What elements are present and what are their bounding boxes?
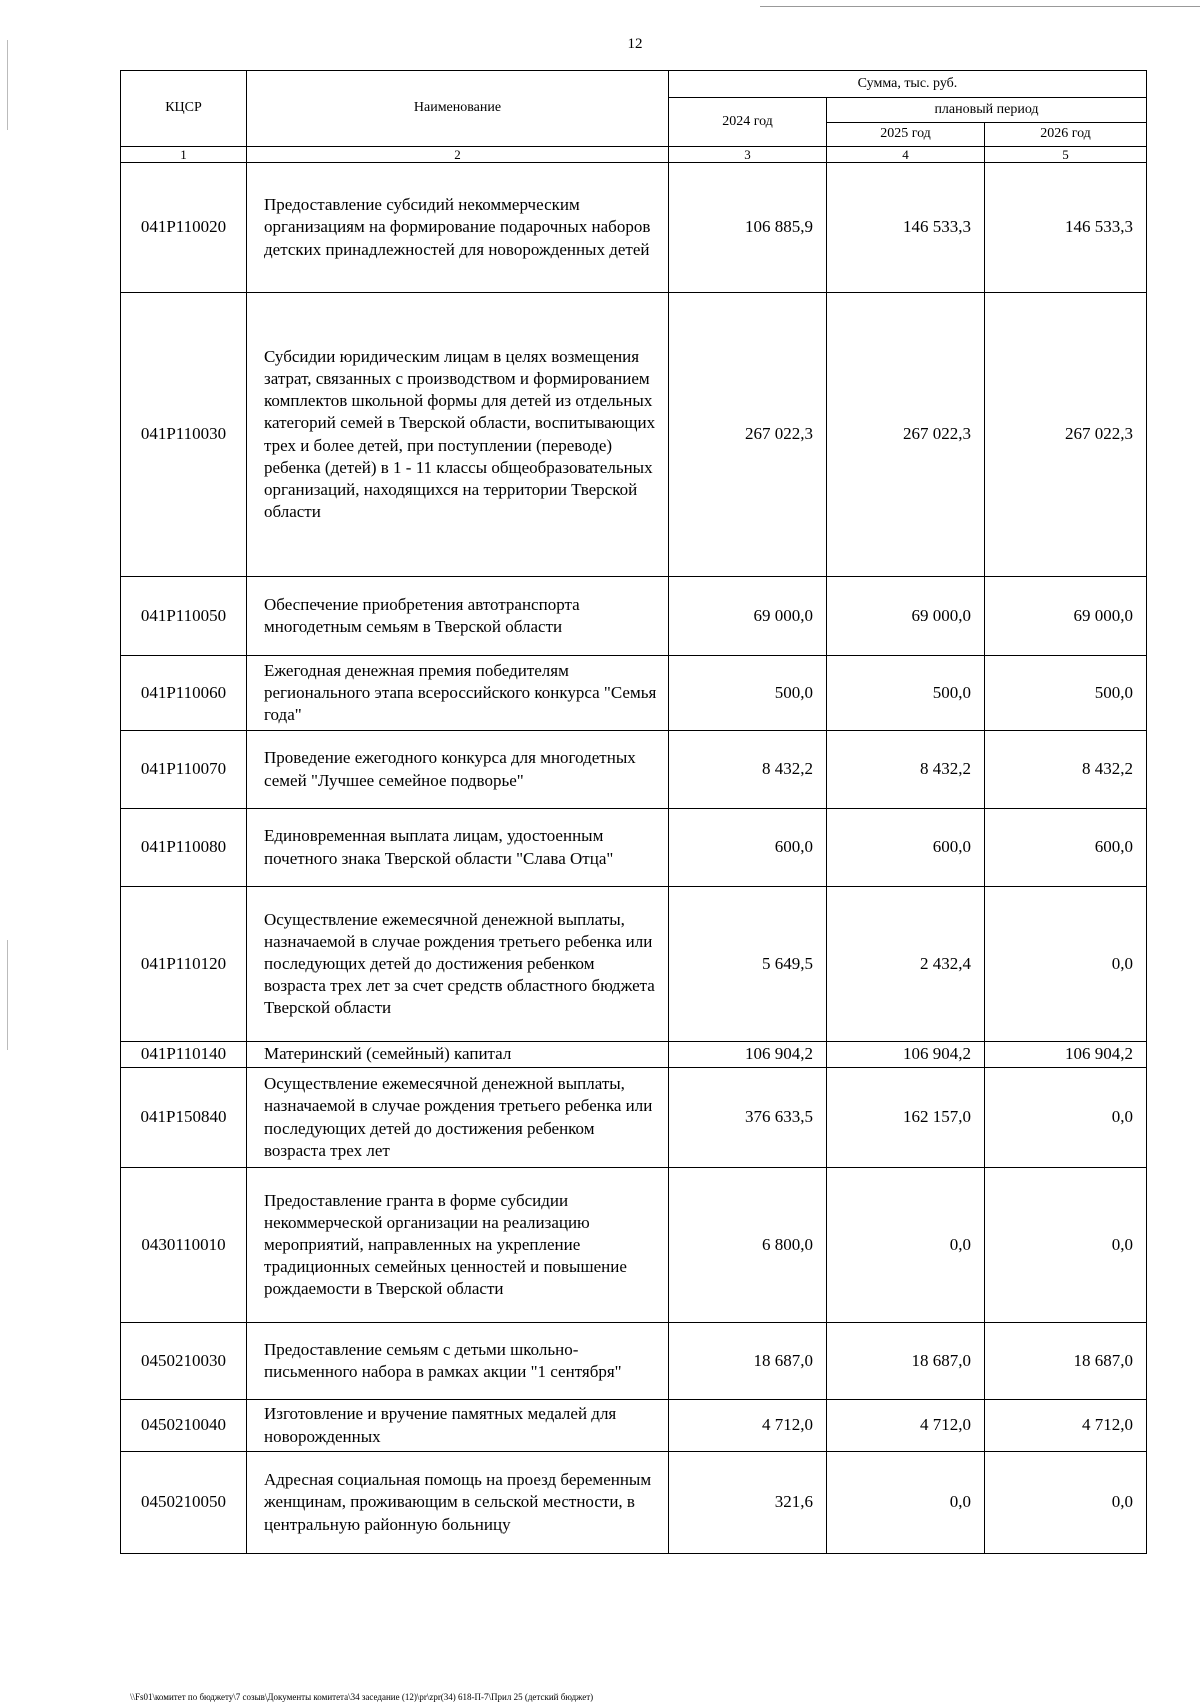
row-name: Осуществление ежемесячной денежной выплаты, назначаемой в случае рождения третьего ребенка или последующих детей до достижения ребенком возраста трех лет за счет средств областного бюджета Тверской области (247, 887, 669, 1042)
table-row (121, 1452, 1147, 1554)
row-name: Осуществление ежемесячной денежной выплаты, назначаемой в случае рождения третьего ребенка или последующих детей до достижения ребенком возраста трех лет (247, 1068, 669, 1168)
table-row (121, 293, 1147, 577)
table-row (121, 1323, 1147, 1400)
table-row (121, 731, 1147, 809)
table-row (121, 577, 1147, 656)
budget-table (120, 70, 1147, 1554)
row-code: 041P110120 (121, 887, 247, 1042)
row-value-2025: 2 432,4 (827, 887, 985, 1042)
row-code: 041P110020 (121, 163, 247, 293)
table-row (121, 1168, 1147, 1323)
row-value-2026: 8 432,2 (985, 731, 1147, 809)
row-name: Единовременная выплата лицам, удостоенным почетного знака Тверской области "Слава Отца" (247, 809, 669, 887)
row-value-2024: 376 633,5 (669, 1068, 827, 1168)
table-header (121, 71, 1147, 163)
row-code: 041P110070 (121, 731, 247, 809)
table-row (121, 1400, 1147, 1452)
row-name: Предоставление семьям с детьми школьно-письменного набора в рамках акции "1 сентября" (247, 1323, 669, 1400)
scan-edge-mark (7, 940, 8, 1050)
row-value-2024: 600,0 (669, 809, 827, 887)
row-value-2025: 0,0 (827, 1452, 985, 1554)
table-row (121, 887, 1147, 1042)
column-number: 5 (985, 147, 1147, 163)
row-code: 041P110030 (121, 293, 247, 577)
row-name: Предоставление субсидий некоммерческим организациям на формирование подарочных наборов детских принадлежностей для новорожденных детей (247, 163, 669, 293)
row-value-2026: 4 712,0 (985, 1400, 1147, 1452)
row-value-2026: 146 533,3 (985, 163, 1147, 293)
column-number: 1 (121, 147, 247, 163)
row-name: Проведение ежегодного конкурса для многодетных семей "Лучшее семейное подворье" (247, 731, 669, 809)
row-code: 041P150840 (121, 1068, 247, 1168)
row-value-2024: 4 712,0 (669, 1400, 827, 1452)
row-code: 0450210040 (121, 1400, 247, 1452)
row-name: Адресная социальная помощь на проезд беременным женщинам, проживающим в сельской местности, в центральную районную больницу (247, 1452, 669, 1554)
row-value-2026: 69 000,0 (985, 577, 1147, 656)
row-value-2026: 0,0 (985, 1452, 1147, 1554)
row-code: 041P110060 (121, 656, 247, 731)
row-value-2024: 321,6 (669, 1452, 827, 1554)
row-value-2026: 267 022,3 (985, 293, 1147, 577)
scan-top-rule (760, 6, 1200, 7)
page-number: 12 (627, 36, 643, 52)
row-value-2024: 8 432,2 (669, 731, 827, 809)
row-value-2025: 600,0 (827, 809, 985, 887)
row-code: 041P110140 (121, 1042, 247, 1068)
header-year-2024: 2024 год (669, 98, 827, 147)
row-name: Субсидии юридическим лицам в целях возмещения затрат, связанных с производством и формированием комплектов школьной формы для детей из отдельных категорий семей в Тверской области, воспитывающих трех и более детей, при поступлении (переводе) ребенка (детей) в 1 - 11 классы общеобразовательных организаций, находящихся на территории Тверской области (247, 293, 669, 577)
row-value-2025: 18 687,0 (827, 1323, 985, 1400)
row-value-2024: 106 885,9 (669, 163, 827, 293)
header-name: Наименование (247, 71, 669, 147)
row-value-2024: 500,0 (669, 656, 827, 731)
row-value-2024: 6 800,0 (669, 1168, 827, 1323)
row-name: Предоставление гранта в форме субсидии некоммерческой организации на реализацию мероприятий, направленных на укрепление традиционных семейных ценностей и повышение рождаемости в Тверской области (247, 1168, 669, 1323)
table-row (121, 1068, 1147, 1168)
row-name: Материнский (семейный) капитал (247, 1042, 669, 1068)
column-number: 4 (827, 147, 985, 163)
row-value-2025: 4 712,0 (827, 1400, 985, 1452)
footer-file-path: \\Fs01\комитет по бюджету\7 созыв\Документы комитета\34 заседание (12)\pr\zpr(34) 618-П-7\Прил 25 (детский бюджет) (130, 1692, 594, 1702)
column-number: 3 (669, 147, 827, 163)
row-value-2026: 18 687,0 (985, 1323, 1147, 1400)
table-row (121, 163, 1147, 293)
row-value-2025: 146 533,3 (827, 163, 985, 293)
row-value-2025: 500,0 (827, 656, 985, 731)
row-code: 041P110050 (121, 577, 247, 656)
table-body (121, 163, 1147, 1554)
row-code: 0450210050 (121, 1452, 247, 1554)
row-value-2024: 5 649,5 (669, 887, 827, 1042)
table-row (121, 1042, 1147, 1068)
row-code: 0430110010 (121, 1168, 247, 1323)
header-year-2026: 2026 год (985, 123, 1147, 147)
row-value-2025: 8 432,2 (827, 731, 985, 809)
row-value-2026: 500,0 (985, 656, 1147, 731)
row-name: Ежегодная денежная премия победителям регионального этапа всероссийского конкурса "Семья года" (247, 656, 669, 731)
row-value-2024: 106 904,2 (669, 1042, 827, 1068)
row-value-2026: 0,0 (985, 887, 1147, 1042)
row-value-2025: 106 904,2 (827, 1042, 985, 1068)
row-value-2024: 18 687,0 (669, 1323, 827, 1400)
row-value-2026: 0,0 (985, 1068, 1147, 1168)
row-value-2024: 69 000,0 (669, 577, 827, 656)
row-value-2024: 267 022,3 (669, 293, 827, 577)
row-value-2025: 0,0 (827, 1168, 985, 1323)
header-planned-period: плановый период (827, 98, 1147, 123)
row-value-2026: 0,0 (985, 1168, 1147, 1323)
row-value-2025: 162 157,0 (827, 1068, 985, 1168)
header-year-2025: 2025 год (827, 123, 985, 147)
row-code: 041P110080 (121, 809, 247, 887)
row-value-2026: 106 904,2 (985, 1042, 1147, 1068)
scan-edge-mark (7, 40, 8, 130)
row-name: Обеспечение приобретения автотранспорта многодетным семьям в Тверской области (247, 577, 669, 656)
row-name: Изготовление и вручение памятных медалей для новорожденных (247, 1400, 669, 1452)
table-row (121, 656, 1147, 731)
row-value-2025: 69 000,0 (827, 577, 985, 656)
header-code: КЦСР (121, 71, 247, 147)
row-code: 0450210030 (121, 1323, 247, 1400)
row-value-2026: 600,0 (985, 809, 1147, 887)
header-sum: Сумма, тыс. руб. (669, 71, 1147, 98)
table-row (121, 809, 1147, 887)
column-number: 2 (247, 147, 669, 163)
row-value-2025: 267 022,3 (827, 293, 985, 577)
